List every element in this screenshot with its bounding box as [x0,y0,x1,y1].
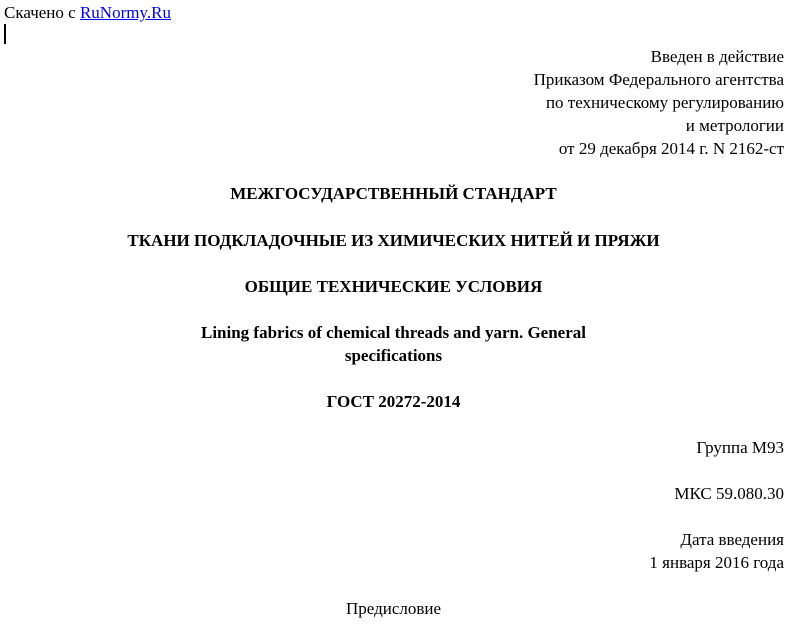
enactment-line-4: и метрологии [685,116,784,135]
standard-type: МЕЖГОСУДАРСТВЕННЫЙ СТАНДАРТ [230,184,557,203]
enactment-line-1: Введен в действие [650,47,784,66]
mks-code: МКС 59.080.30 [674,484,784,503]
enactment-line-5: от 29 декабря 2014 г. N 2162-ст [558,139,784,158]
enactment-block [534,45,784,160]
document-title-en [0,321,787,367]
runormy-link[interactable]: RuNormy.Ru [79,3,171,22]
download-prefix: Скачено с [4,3,76,22]
section-heading-preface: Предисловие [345,599,442,618]
intro-date-label: Дата введения [680,530,784,549]
enactment-line-2: Приказом Федерального агентства [533,70,784,89]
download-source-line [4,1,171,24]
group-code: Группа М93 [696,438,784,457]
title-en-line-2: specifications [344,346,443,365]
text-cursor [4,24,6,44]
enactment-line-3: по техническому регулированию [545,93,784,112]
title-en-line-1: Lining fabrics of chemical threads and yarn. General [200,323,586,342]
intro-date-block [649,528,784,574]
document-title-ru: ТКАНИ ПОДКЛАДОЧНЫЕ ИЗ ХИМИЧЕСКИХ НИТЕЙ И ПРЯЖИ [127,231,660,250]
standard-code: ГОСТ 20272-2014 [326,392,461,411]
intro-date-value: 1 января 2016 года [649,553,784,572]
document-subtitle-ru: ОБЩИЕ ТЕХНИЧЕСКИЕ УСЛОВИЯ [244,277,543,296]
